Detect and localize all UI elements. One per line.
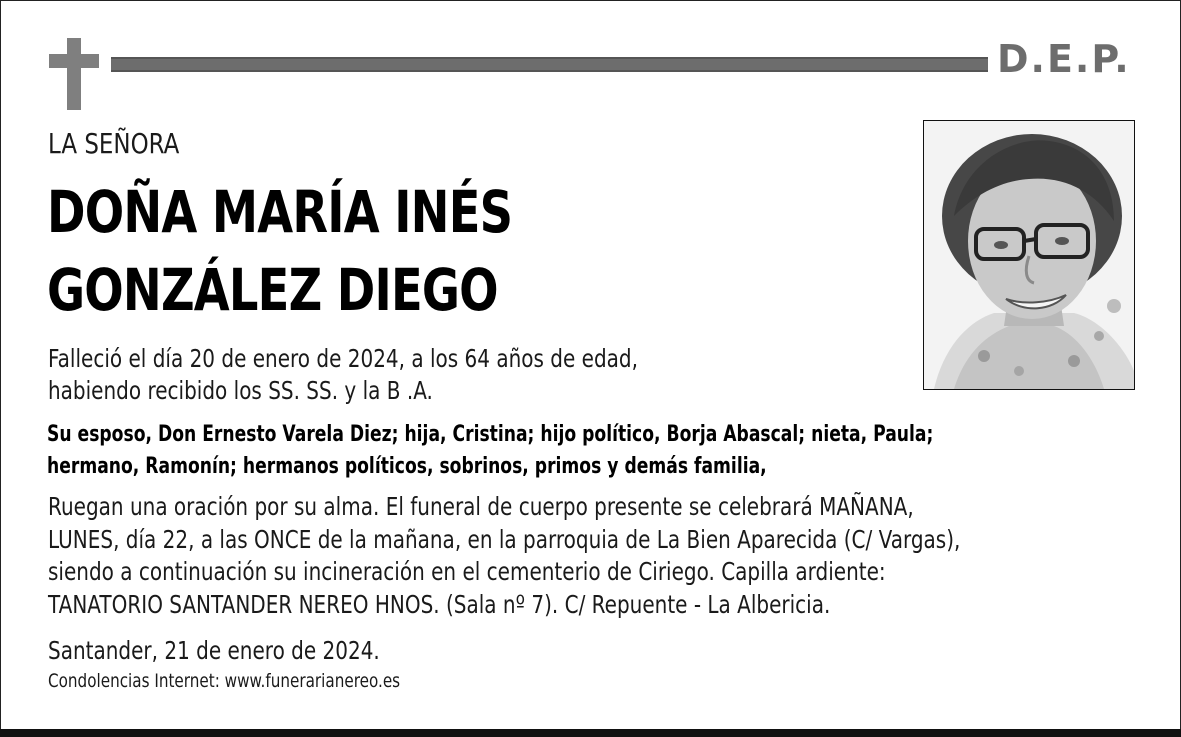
deceased-name-text-1: DOÑA MARÍA INÉS <box>47 178 513 246</box>
funeral-details <box>48 491 1181 621</box>
death-notice <box>48 343 785 407</box>
family-line-1: Su esposo, Don Ernesto Varela Diez; hija, Cristina; hijo político, Borja Abascal; nieta, Paula; <box>47 422 934 447</box>
dep-label: D.E.P. <box>997 37 1131 81</box>
body-line-4: TANATORIO SANTANDER NEREO HNOS. (Sala nº 7). C/ Repuente - La Albericia. <box>48 589 831 619</box>
family-list <box>47 419 1181 483</box>
place-date <box>48 635 463 667</box>
condolences-line <box>48 668 488 694</box>
cross-icon <box>67 38 81 110</box>
portrait-photo <box>923 120 1135 390</box>
death-line-1: Falleció el día 20 de enero de 2024, a los 64 años de edad, <box>48 344 638 373</box>
portrait-illustration <box>924 121 1134 389</box>
body-line-1: Ruegan una oración por su alma. El funeral de cuerpo presente se celebrará MAÑANA, <box>48 492 914 521</box>
deceased-name-line-1 <box>47 178 629 246</box>
deceased-name-line-2 <box>47 256 610 324</box>
family-line-2: hermano, Ramonín; hermanos políticos, sobrinos, primos y demás familia, <box>47 454 767 479</box>
header-rule <box>111 57 988 72</box>
body-line-3: siendo a continuación su incineración en el cementerio de Ciriego. Capilla ardiente: <box>48 557 886 586</box>
death-line-2: habiendo recibido los SS. SS. y la B .A. <box>48 376 433 405</box>
title-prefix-text: LA SEÑORA <box>48 127 180 160</box>
title-prefix <box>48 127 208 161</box>
deceased-name-text-2: GONZÁLEZ DIEGO <box>47 256 498 324</box>
cross-icon-arm <box>49 54 99 68</box>
body-line-2: LUNES, día 22, a las ONCE de la mañana, en la parroquia de La Bien Aparecida (C/ Vargas), <box>48 524 961 554</box>
place-date-text: Santander, 21 de enero de 2024. <box>48 636 380 665</box>
bottom-rule <box>0 729 1181 737</box>
condolences-text: Condolencias Internet: www.funerarianereo.es <box>48 670 401 692</box>
